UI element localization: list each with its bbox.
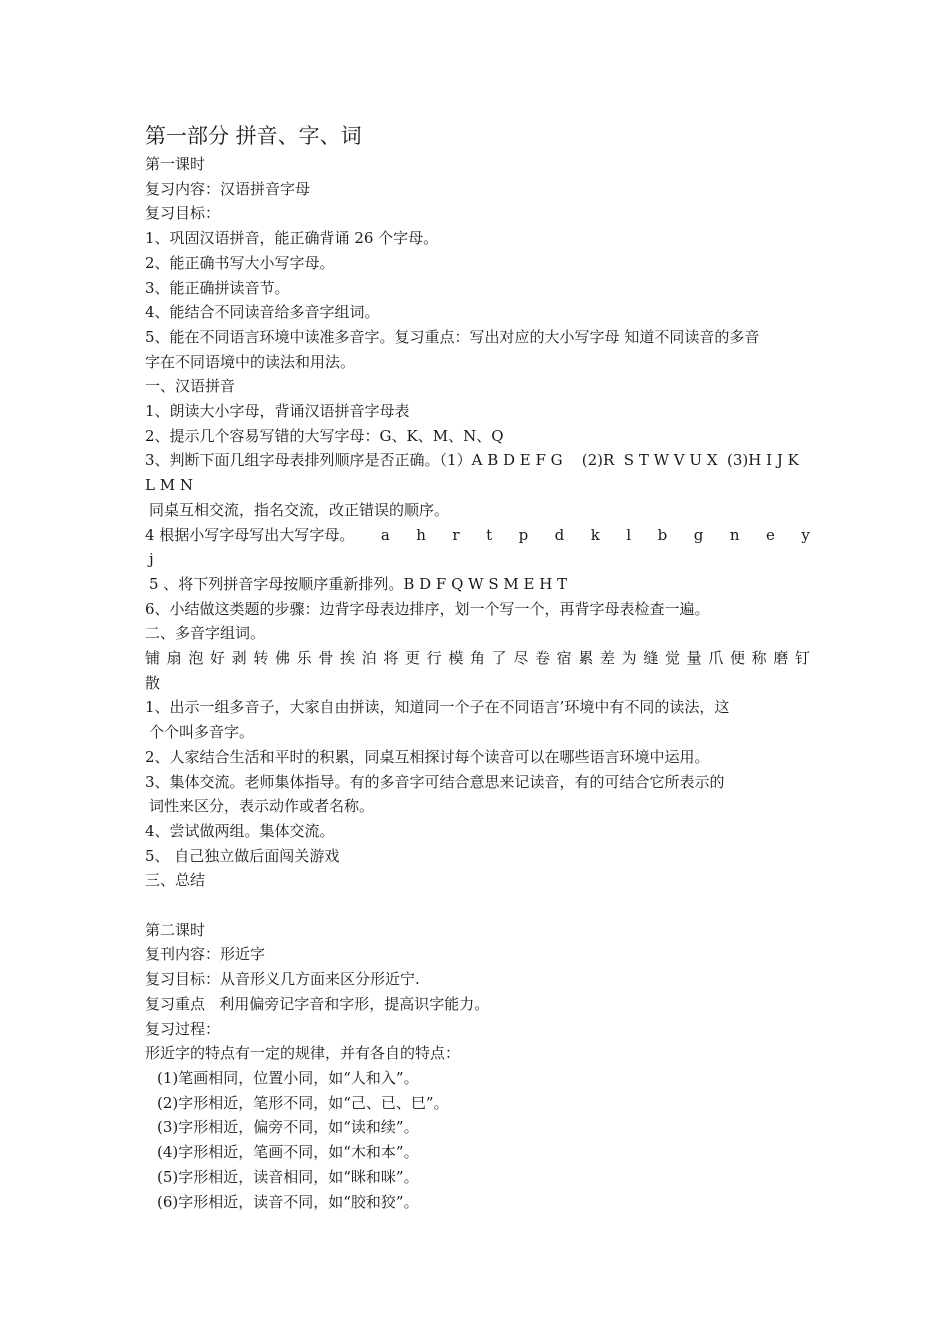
- letter-exercise-continued: j: [149, 550, 154, 569]
- letter: t: [486, 525, 493, 544]
- letter: k: [590, 525, 600, 544]
- list-item: 5、 自己独立做后面闯关游戏: [145, 846, 340, 865]
- list-item-continued: L M N: [145, 476, 193, 495]
- section-heading: 一、汉语拼音: [145, 377, 236, 396]
- lesson-heading: 第二课时: [145, 920, 206, 939]
- feature-item: (4)字形相近，笔画不同，如“木和本”。: [157, 1143, 419, 1162]
- goal-item: 4、能结合不同读音给多音字组词。: [145, 303, 380, 322]
- letter: y: [801, 525, 810, 544]
- goal-item-continued: 字在不同语境中的读法和用法。: [145, 352, 356, 371]
- list-item: 1、朗读大小字母，背诵汉语拼音字母表: [145, 402, 410, 421]
- goal-item: 2、能正确书写大小写字母。: [145, 253, 335, 272]
- list-item-continued: 个个叫多音字。: [149, 723, 255, 742]
- section-heading: 二、多音字组词。: [145, 624, 266, 643]
- feature-item: (1)笔画相同，位置小同，如“人和入”。: [157, 1069, 419, 1087]
- intro-text: 形近字的特点有一定的规律，并有各自的特点：: [145, 1044, 461, 1063]
- letter: g: [693, 525, 704, 544]
- feature-item: (6)字形相近，读音不同，如“胶和狡”。: [157, 1192, 419, 1211]
- goal-heading: 复习目标：: [145, 204, 221, 223]
- list-item: 2、人家结合生活和平时的积累，同桌互相探讨每个读音可以在哪些语言环境中运用。: [145, 747, 710, 766]
- part-title: 第一部分 拼音、字、词: [145, 124, 362, 148]
- letter: d: [554, 525, 565, 544]
- letter: p: [518, 525, 529, 544]
- letter-exercise-prompt: 4 根据小写字母写出大写字母。: [145, 525, 355, 544]
- review-goal: 复习目标：从音形义几方面来区分形近宁.: [145, 970, 420, 989]
- section-heading: 三、总结: [145, 871, 206, 890]
- list-item-continued: 词性来区分，表示动作或者名称。: [149, 797, 375, 816]
- letter-exercise-row: [145, 523, 810, 548]
- feature-item: (5)字形相近，读音相同，如“眯和咪”。: [157, 1167, 419, 1186]
- polyphone-character-list: 铺 扇 泡 好 剥 转 佛 乐 骨 挨 泊 将 更 行 模 角 了 尽 卷 宿 累 差 为 缝 觉 量 爪 便 称 磨 钉: [145, 649, 810, 668]
- document-body: [145, 121, 810, 1214]
- lesson-heading: 第一课时: [145, 155, 206, 173]
- list-item: 6、小结做这类题的步骤：边背字母表边排序，划一个写一个，再背字母表检查一遍。: [145, 599, 710, 618]
- letter: b: [657, 525, 668, 544]
- letter: r: [452, 525, 460, 544]
- polyphone-character-list-continued: 散: [145, 673, 161, 692]
- list-item: 3、判断下面几组字母表排列顺序是否正确。（1）A B D E F G (2)R S T W V U X (3)H I J K: [145, 451, 799, 470]
- goal-item: 5、能在不同语言环境中读准多音字。复习重点：写出对应的大小写字母 知道不同读音的多音: [145, 327, 760, 346]
- goal-item: 3、能正确拼读音节。: [145, 278, 290, 297]
- letter: n: [729, 525, 740, 544]
- list-item: 5 、将下列拼音字母按顺序重新排列。B D F Q W S M E H T: [149, 574, 568, 593]
- review-process-heading: 复习过程：: [145, 1019, 221, 1038]
- feature-item: (2)字形相近，笔形不同，如“己、已、巳”。: [157, 1093, 449, 1112]
- goal-item: 1、巩固汉语拼音，能正确背诵 26 个字母。: [145, 229, 439, 248]
- list-note: 同桌互相交流，指名交流，改正错误的顺序。: [149, 500, 450, 519]
- list-item: 3、集体交流。老师集体指导。有的多音字可结合意思来记读音，有的可结合它所表示的: [145, 772, 725, 791]
- list-item: 4、尝试做两组。集体交流。: [145, 821, 335, 840]
- letter: e: [765, 525, 775, 544]
- list-item: 2、提示几个容易写错的大写字母：G、K、M、N、Q: [145, 426, 504, 445]
- review-content: 复习内容：汉语拼音字母: [145, 179, 311, 198]
- review-content: 复刊内容：形近字: [145, 945, 266, 964]
- blank-line: [145, 893, 810, 918]
- letter: h: [416, 525, 426, 544]
- list-item: 1、出示一组多音子，大家自由拼读，知道同一个子在不同语言’环境中有不同的读法，这: [145, 698, 730, 717]
- review-focus: 复习重点 利用偏旁记字音和字形，提高识字能力。: [145, 994, 490, 1013]
- feature-item: (3)字形相近，偏旁不同，如“读和续”。: [157, 1118, 419, 1137]
- letter: l: [626, 525, 632, 544]
- letter: a: [380, 525, 390, 544]
